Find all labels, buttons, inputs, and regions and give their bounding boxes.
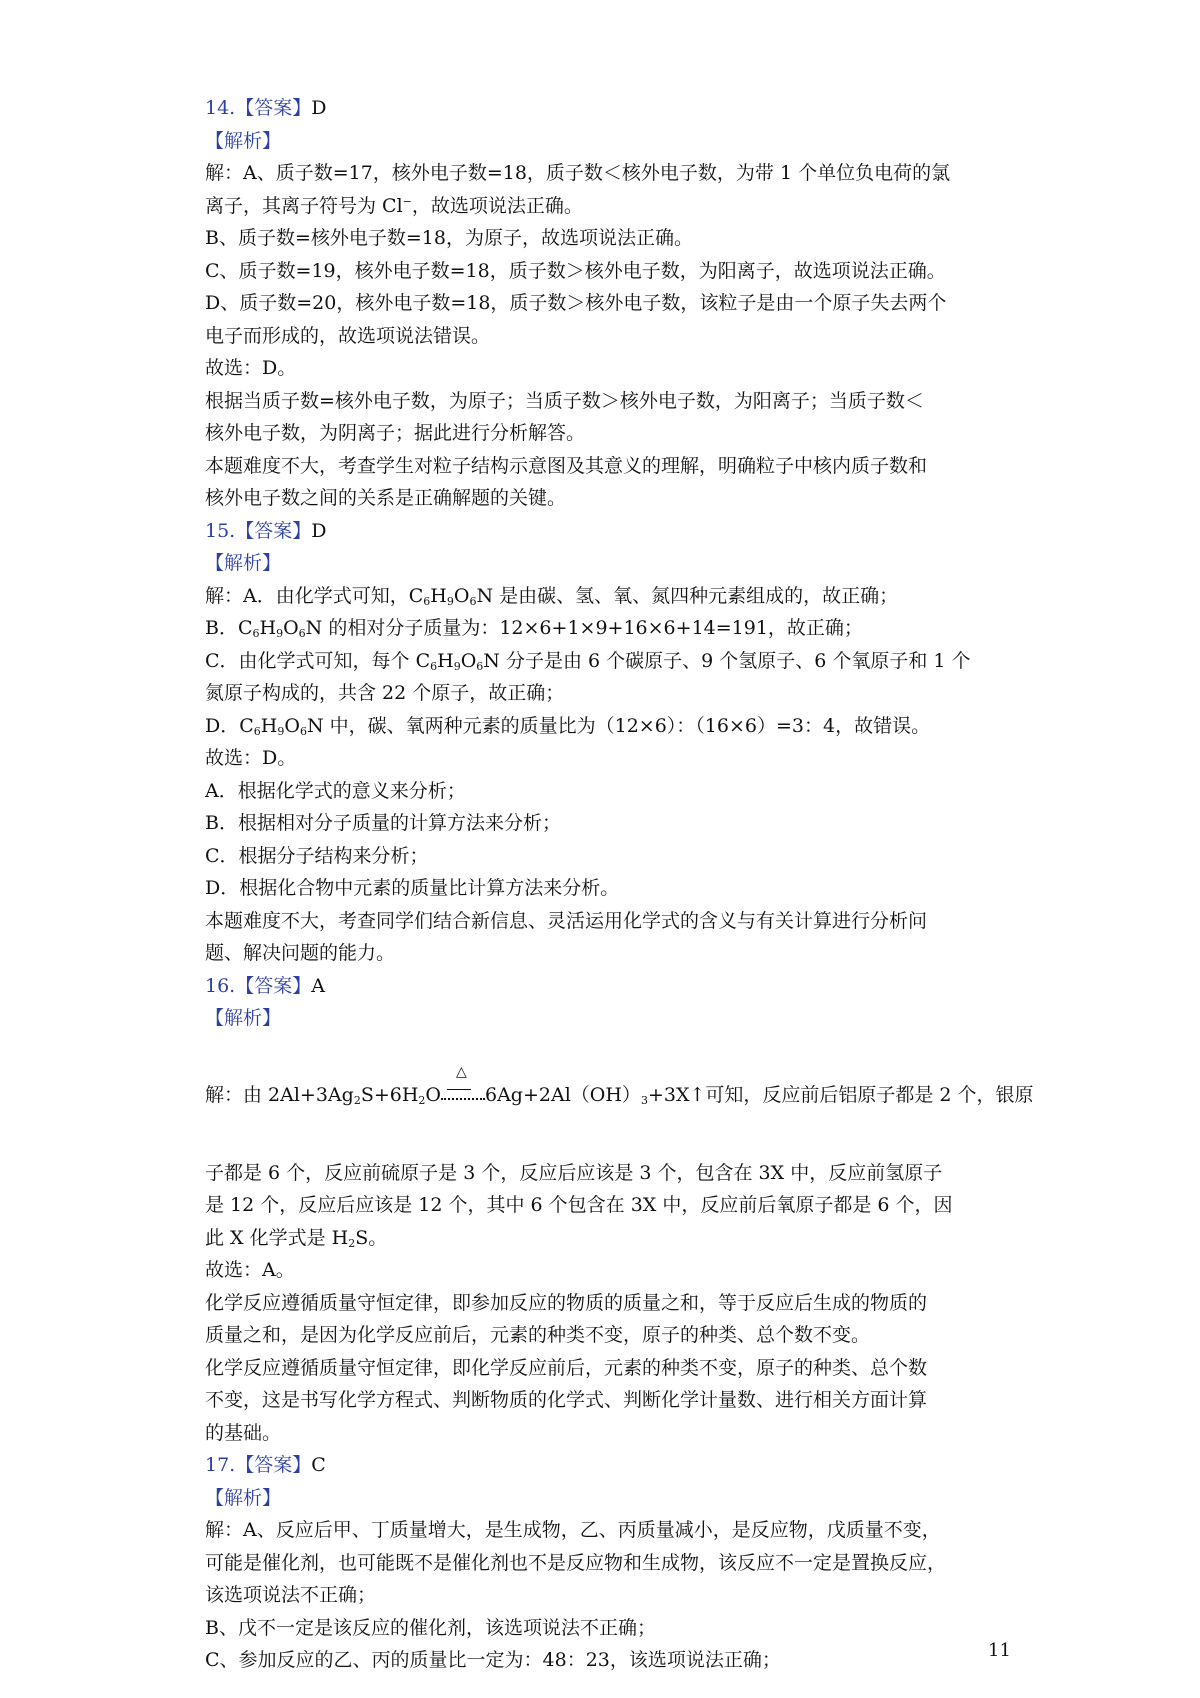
formula: $C_6H_9O_6N$ — [239, 714, 324, 738]
q17-analysis-tag: 【解析】 — [205, 1486, 282, 1509]
q15-line-12: 题、解决问题的能力。 — [205, 942, 396, 964]
q16-line-4: 故选：A。 — [205, 1259, 295, 1281]
q15-line-6: 故选：D。 — [205, 747, 297, 769]
q16-line-6: 质量之和，是因为化学反应前后，元素的种类不变，原子的种类、总个数不变。 — [205, 1324, 871, 1346]
q16-line-1: 子都是 6 个，反应前硫原子是 3 个，反应后应该是 3 个，包含在 3X 中，反应前氢原子 — [205, 1161, 943, 1184]
heat-condition-sign — [441, 1063, 485, 1106]
q14-line-6: 电子而形成的，故选项说法错误。 — [205, 324, 491, 347]
q14-number: 14. — [205, 97, 236, 119]
q14-line-8: 根据当质子数=核外电子数，为原子；当质子数＞核外电子数，为阳离子；当质子数＜ — [205, 389, 924, 412]
q16-equation-block — [205, 1035, 1034, 1157]
q15-line-9: C．根据分子结构来分析； — [205, 844, 429, 867]
q16-answer-tag: 【答案】 — [235, 974, 312, 997]
q15-line-8: B．根据相对分子质量的计算方法来分析； — [205, 812, 561, 834]
q16-line-9: 的基础。 — [205, 1421, 282, 1444]
q16-line-7: 化学反应遵循质量守恒定律，即化学反应前后，元素的种类不变，原子的种类、总个数 — [205, 1356, 928, 1379]
q14-line-4: C、质子数=19，核外电子数=18，质子数＞核外电子数，为阳离子，故选项说法正确。 — [205, 259, 946, 282]
q17-number: 17. — [205, 1454, 236, 1476]
q15-answer-tag: 【答案】 — [235, 519, 312, 542]
q14-line-3: B、质子数=核外电子数=18，为原子，故选项说法正确。 — [205, 227, 693, 249]
q16-equation-line: 解：由 $2Al+3Ag_2S+6H_2O$ △ $6Ag+2Al(OH)_3+3X↑$可知，反应前后铝原子都是 2 个，银原 — [205, 1079, 1034, 1112]
q14-answer-line — [205, 92, 1010, 125]
q15-line-7: A．根据化学式的意义来分析； — [205, 779, 466, 802]
q15-line-11: 本题难度不大，考查同学们结合新信息、灵活运用化学式的含义与有关计算进行分析问 — [205, 909, 928, 932]
q16-answer: A — [311, 974, 325, 997]
q16-number: 16. — [205, 974, 236, 997]
q14-line-5: D、质子数=20，核外电子数=18，质子数＞核外电子数，该粒子是由一个原子失去两个 — [205, 292, 947, 314]
q14-line-2: 离子，其离子符号为 Cl−，故选项说法正确。 — [205, 194, 583, 217]
q14-line-9: 核外电子数，为阴离子；据此进行分析解答。 — [205, 422, 586, 444]
q15-answer-line — [205, 515, 1010, 548]
q14-answer-tag: 【答案】 — [235, 97, 312, 119]
q15-answer: D — [311, 519, 327, 542]
q17-line-2: 可能是催化剂，也可能既不是催化剂也不是反应物和生成物，该反应不一定是置换反应， — [205, 1551, 947, 1574]
formula: $C_6H_9O_6N$ — [408, 584, 494, 608]
q17-line-3: 该选项说法不正确； — [205, 1584, 377, 1606]
formula: $C_6H_9O_6N$ — [415, 649, 500, 673]
q16-line-2: 是 12 个，反应后应该是 12 个，其中 6 个包含在 3X 中，反应前后氧原子都是 6 个，因 — [205, 1194, 953, 1216]
q14-line-11: 核外电子数之间的关系是正确解题的关键。 — [205, 487, 567, 509]
q17-answer: C — [311, 1454, 326, 1476]
q17-line-4: B、戊不一定是该反应的催化剂，该选项说法不正确； — [205, 1616, 656, 1639]
q16-answer-line — [205, 970, 1010, 1003]
q17-line-1: 解：A、反应后甲、丁质量增大，是生成物，乙、丙质量减小，是反应物，戊质量不变， — [205, 1519, 941, 1541]
q17-answer-line — [205, 1449, 1010, 1482]
q16-line-5: 化学反应遵循质量守恒定律，即参加反应的物质的质量之和，等于反应后生成的物质的 — [205, 1291, 928, 1314]
q16-line-3: 此 X 化学式是 $H_2S$。 — [205, 1226, 388, 1250]
q15-line-10: D．根据化合物中元素的质量比计算方法来分析。 — [205, 877, 620, 899]
q14-analysis-tag: 【解析】 — [205, 129, 282, 152]
q17-line-5: C、参加反应的乙、丙的质量比一定为：48：23，该选项说法正确； — [205, 1649, 781, 1671]
heat-triangle-icon: △ — [456, 1063, 467, 1080]
q14-line-7: 故选：D。 — [205, 357, 297, 379]
q16-analysis-tag: 【解析】 — [205, 1007, 282, 1029]
answer-content — [205, 92, 1034, 1677]
q15-number: 15. — [205, 519, 236, 542]
q14-answer: D — [311, 97, 327, 119]
q15-line-4: 氮原子构成的，共含 22 个原子，故正确； — [205, 682, 565, 704]
q15-line-3: C．由化学式可知，每个 $C_6H_9O_6N$ 分子是由 6 个碳原子、9 个氢原子、6 个氧原子和 1 个 — [205, 649, 971, 673]
q15-analysis-tag: 【解析】 — [205, 552, 282, 574]
q15-line-1: 解：A．由化学式可知，$C_6H_9O_6N$ 是由碳、氢、氧、氮四种元素组成的，故正确； — [205, 584, 899, 608]
q15-line-2: B．$C_6H_9O_6N$ 的相对分子质量为：12×6+1×9+16×6+14=191，故正确； — [205, 617, 863, 640]
formula: $C_6H_9O_6N$ — [237, 617, 323, 640]
page-number: 11 — [988, 1640, 1011, 1661]
q16-line-8: 不变，这是书写化学方程式、判断物质的化学式、判断化学计量数、进行相关方面计算 — [205, 1389, 928, 1411]
q14-line-10: 本题难度不大，考查学生对粒子结构示意图及其意义的理解，明确粒子中核内质子数和 — [205, 454, 928, 477]
q14-line-1: 解：A、质子数=17，核外电子数=18，质子数＜核外电子数，为带 1 个单位负电荷的氯 — [205, 162, 951, 184]
q15-line-5: D．$C_6H_9O_6N$ 中，碳、氧两种元素的质量比为（12×6）：（16×6）=3：4，故错误。 — [205, 714, 931, 738]
q17-answer-tag: 【答案】 — [235, 1454, 312, 1476]
